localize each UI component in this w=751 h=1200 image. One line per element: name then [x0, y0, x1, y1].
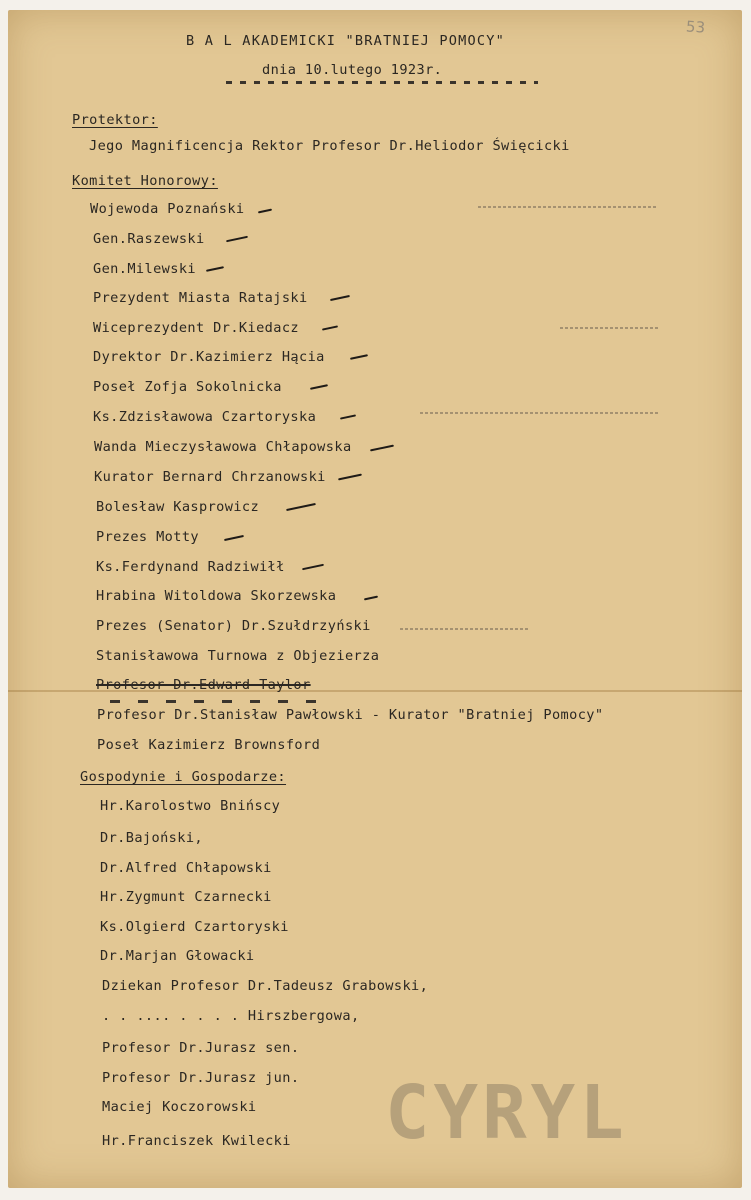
title-separator: [226, 81, 538, 84]
page-number: 53: [685, 17, 706, 37]
committee-member: Prezydent Miasta Ratajski: [93, 290, 308, 306]
host-entry: Ks.Olgierd Czartoryski: [100, 919, 289, 935]
host-entry: Hr.Zygmunt Czarnecki: [100, 889, 272, 905]
committee-member: Gen.Raszewski: [93, 231, 205, 247]
committee-heading: Komitet Honorowy:: [72, 173, 218, 189]
host-entry: Hr.Karolostwo Bnińscy: [100, 798, 281, 814]
committee-member: Prezes Motty: [96, 529, 200, 545]
host-entry: Maciej Koczorowski: [102, 1099, 257, 1115]
faded-bleed-through: [420, 412, 660, 414]
faded-bleed-through: [400, 628, 530, 630]
host-entry: Dr.Bajoński,: [100, 830, 204, 846]
hosts-heading: Gospodynie i Gospodarze:: [80, 769, 287, 785]
committee-member: Prezes (Senator) Dr.Szułdrzyński: [96, 618, 371, 634]
committee-member: Dyrektor Dr.Kazimierz Hącia: [93, 349, 325, 365]
cyryl-watermark: CYRYL: [385, 1070, 628, 1156]
faded-bleed-through: [560, 327, 660, 329]
host-entry: Profesor Dr.Jurasz sen.: [102, 1040, 300, 1056]
protector-name: Jego Magnificencja Rektor Profesor Dr.Heliodor Święcicki: [89, 138, 570, 154]
committee-member: Gen.Milewski: [93, 261, 197, 277]
committee-member: Bolesław Kasprowicz: [96, 499, 260, 515]
committee-member: Wanda Mieczysławowa Chłapowska: [94, 439, 352, 455]
document-date: dnia 10.lutego 1923r.: [262, 62, 443, 78]
committee-member: Poseł Zofja Sokolnicka: [93, 379, 282, 395]
host-entry: Dr.Marjan Głowacki: [100, 948, 255, 964]
committee-member: Ks.Zdzisławowa Czartoryska: [93, 409, 317, 425]
committee-member: Stanisławowa Turnowa z Objezierza: [96, 648, 380, 664]
committee-member: Profesor Dr.Stanisław Pawłowski - Kurator "Bratniej Pomocy": [97, 707, 604, 723]
host-entry: Dr.Alfred Chłapowski: [100, 860, 272, 876]
host-entry: Dziekan Profesor Dr.Tadeusz Grabowski,: [102, 978, 429, 994]
committee-member: Wiceprezydent Dr.Kiedacz: [93, 320, 300, 336]
committee-member: Ks.Ferdynand Radziwiłł: [96, 559, 285, 575]
host-entry: Hr.Franciszek Kwilecki: [102, 1133, 291, 1149]
document-title: B A L AKADEMICKI "BRATNIEJ POMOCY": [186, 33, 506, 49]
committee-member-struck: Profesor Dr.Edward Taylor: [96, 677, 311, 693]
committee-member: Hrabina Witoldowa Skorzewska: [96, 588, 337, 604]
committee-member: Kurator Bernard Chrzanowski: [94, 469, 326, 485]
host-entry: Profesor Dr.Jurasz jun.: [102, 1070, 300, 1086]
host-entry: . . .... . . . . Hirszbergowa,: [102, 1008, 360, 1024]
committee-member: Wojewoda Poznański: [90, 201, 245, 217]
faded-bleed-through: [478, 206, 658, 208]
protector-heading: Protektor:: [72, 112, 158, 128]
committee-member: Poseł Kazimierz Brownsford: [97, 737, 321, 753]
struck-dashes: [110, 700, 320, 703]
